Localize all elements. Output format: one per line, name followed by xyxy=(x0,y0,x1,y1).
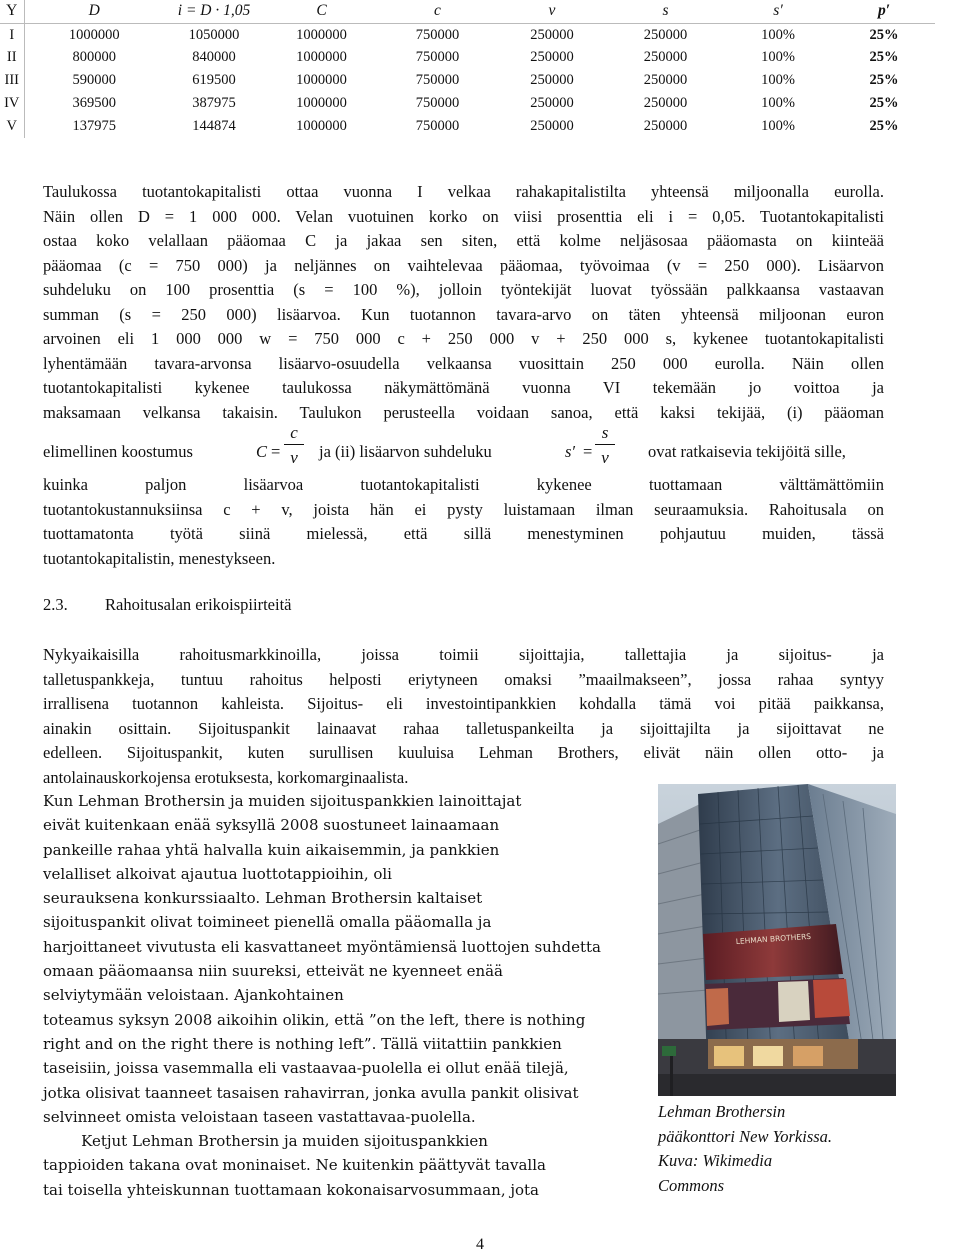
table-cell: 250000 xyxy=(530,72,574,89)
text-line: ainakin osittain. Sijoituspankit lainaavat rahaa talletuspankeilta ja sijoittajilta ja sijoittavat ne xyxy=(43,718,884,738)
text-line: ostaa koko velallaan pääomaa C ja jakaa sen siten, että kolme neljäsosaa pääomasta on kiinteää xyxy=(43,231,884,250)
table-cell: 250000 xyxy=(643,72,688,89)
table-cell: 369500 xyxy=(72,95,116,112)
page-number: 4 xyxy=(476,1236,484,1253)
section-heading xyxy=(43,595,292,615)
formula-text: elimellinen koostumus xyxy=(43,442,193,461)
formula-text: ja (ii) lisäarvon suhdeluku xyxy=(319,442,492,461)
table-cell: 1000000 xyxy=(296,72,347,89)
text-line: Kun Lehman Brothersin ja muiden sijoituspankkien lainoittajat xyxy=(43,792,522,810)
table-cell: 100% xyxy=(761,26,795,43)
table-cell: 25% xyxy=(869,49,899,66)
table-cell: 250000 xyxy=(530,117,574,134)
table-header-row xyxy=(0,0,935,23)
formula-s-lhs: s′ xyxy=(565,442,576,461)
text-line: harjoittaneet vivutusta eli kasvattaneet myöntämiensä luottojen suhdetta xyxy=(43,937,601,956)
table-cell: 1000000 xyxy=(296,26,347,43)
table-cell: 1000000 xyxy=(296,95,347,112)
table-cell: 590000 xyxy=(72,72,116,89)
table-cell: 250000 xyxy=(643,26,688,43)
text-line: omaan pääomaansa niin suureksi, etteivät ne kyenneet enää xyxy=(43,962,503,981)
table-cell: 25% xyxy=(869,72,899,89)
table-header-cell: C xyxy=(264,0,379,23)
text-line: tuotantokapitalisti kykenee taulukossa näkymättömänä vuonna VI tekemään jo voittoa ja xyxy=(43,378,884,397)
table-cell: 840000 xyxy=(192,49,236,66)
table-cell: 250000 xyxy=(530,26,574,43)
text-line: Kuva: Wikimedia xyxy=(658,1151,773,1170)
table-cell: 619500 xyxy=(192,72,236,89)
table-row xyxy=(0,115,935,138)
section-title: Rahoitusalan erikoispiirteitä xyxy=(105,595,292,614)
building-illustration xyxy=(658,784,896,1096)
text-line: maksamaan velkansa takaisin. Taulukon perusteella voidaan sanoa, että kaksi tekijää, (i) pääoman xyxy=(43,402,884,422)
table-cell: 387975 xyxy=(192,95,236,112)
table-cell: 1050000 xyxy=(188,26,240,43)
table-cell: 250000 xyxy=(643,95,688,112)
text-line: sijoituspankit olivat toimineet pienellä omalla pääomalla ja xyxy=(43,913,492,932)
table-cell: 25% xyxy=(869,95,899,112)
text-line: kuinka paljon lisäarvoa tuotantokapitalisti kykenee tuottamaan välttämättömiin xyxy=(43,475,884,494)
text-line: irrallisena tuotannon kahleista. Sijoitus- eli investointipankkien kohdalla tämä voi pitää paikkansa, xyxy=(43,694,884,713)
building-sign-text: LEHMAN BROTHERS xyxy=(735,931,812,946)
text-line: suhdeluku on 100 prosenttia (s = 100 %), jolloin työntekijät luovat työssään palkkaansa vastaavan xyxy=(43,280,884,299)
wrapped-paragraph xyxy=(43,789,647,1202)
table-cell: 144874 xyxy=(192,117,236,134)
table-cell: 100% xyxy=(761,95,795,112)
text-line: tappioiden takana ovat moninaiset. Ne kuitenkin päättyvät tavalla xyxy=(43,1156,546,1175)
text-line: taseisiin, joissa vasemmalla eli vastaavaa-puolella ei ollut enää tilejä, xyxy=(43,1059,569,1078)
table-cell: 25% xyxy=(869,26,899,43)
section-number: 2.3. xyxy=(43,595,68,614)
text-line: velalliset alkoivat ajautua luottotappioihin, oli xyxy=(43,864,392,883)
text-line: lyhentämään tavara-arvonsa lisäarvo-osuudella velkaansa vuosittain 250 000 eurolla. Näin ollen xyxy=(43,353,884,373)
formula-c-lhs: C xyxy=(256,442,268,461)
table-cell: 1000000 xyxy=(296,49,347,66)
fraction-denominator: v xyxy=(601,448,609,467)
fraction-c-over-v xyxy=(284,423,304,468)
table-cell: V xyxy=(0,115,24,138)
table-row xyxy=(0,23,935,46)
text-line: tuotantokapitalistin, menestykseen. xyxy=(43,548,276,568)
table-header-cell: p′ xyxy=(833,0,935,23)
table-cell: 250000 xyxy=(643,117,688,134)
fraction-numerator: c xyxy=(284,423,304,445)
table-cell: IV xyxy=(0,92,24,115)
table-header-cell: s xyxy=(608,0,723,23)
table-cell: 100% xyxy=(761,72,795,89)
table-cell: 750000 xyxy=(415,117,460,134)
text-line: Lehman Brothersin xyxy=(658,1102,786,1121)
table-cell: 100% xyxy=(761,117,795,134)
text-line: toteamus syksyn 2008 aikoihin olikin, että ”on the left, there is nothing xyxy=(43,1010,586,1029)
text-line: jotka olisivat taanneet tasaisen rahavirran, jonka avulla pankit olisivat xyxy=(43,1083,579,1102)
table-row xyxy=(0,92,935,115)
fraction-s-over-v xyxy=(595,423,615,468)
table-cell: 250000 xyxy=(530,49,574,66)
formula-equals: = xyxy=(271,442,281,461)
body-paragraph xyxy=(43,473,884,571)
lehman-building-photo xyxy=(658,784,896,1096)
text-line: selviytymään veloistaan. Ajankohtainen xyxy=(43,986,344,1005)
text-line: tai toisella yhteiskunnan tuottamaan kokonaisarvosummaan, jota xyxy=(43,1180,540,1199)
text-line: pääomaa (c = 750 000) ja neljännes on vaihtelevaa pääomaa, työvoimaa (v = 250 000). Lisäarvon xyxy=(43,255,884,275)
table-header-cell: c xyxy=(379,0,496,23)
fraction-denominator: v xyxy=(290,448,298,467)
table-header-cell: s′ xyxy=(723,0,833,23)
table-cell: 100% xyxy=(761,49,795,66)
table-header-cell: D xyxy=(24,0,164,23)
text-line: tuotantokustannuksiinsa c + v, joista hän ei pysty luistamaan ilman seuraamuksia. Rahoitusala on xyxy=(43,499,884,519)
table-cell: 250000 xyxy=(530,95,574,112)
text-line: selvinneet omista veloistaan taseen vastattavaa-puolella. xyxy=(43,1107,476,1126)
table-cell: III xyxy=(0,69,24,92)
text-line: summan (s = 250 000) lisäarvoa. Kun tuotannon tavara-arvo on täten yhteensä miljoonan euron xyxy=(43,304,884,324)
text-line: right and on the right there is nothing left”. Tällä viitattiin pankkien xyxy=(43,1034,562,1053)
table-cell: 750000 xyxy=(415,72,460,89)
table-cell: 1000000 xyxy=(296,117,347,134)
table-cell: 1000000 xyxy=(68,26,120,43)
text-line: pääkonttori New Yorkissa. xyxy=(658,1126,833,1146)
formula-equals: = xyxy=(583,442,593,461)
text-line: eivät kuitenkaan enää syksyllä 2008 suostuneet lainaamaan xyxy=(43,816,500,835)
text-line: seurauksena konkurssiaalto. Lehman Brothersin kaltaiset xyxy=(43,889,483,908)
text-line: Taulukossa tuotantokapitalisti ottaa vuonna I velkaa rahakapitalistilta yhteensä miljoonalla eurolla. xyxy=(43,182,884,201)
text-line: Commons xyxy=(658,1175,725,1195)
text-line: talletuspankkeja, tuntuu rahoitus helposti eriytyneen omaksi ”maailmakseen”, jossa rahaa syntyy xyxy=(43,669,884,689)
text-line: Nykyaikaisilla rahoitusmarkkinoilla, joissa toimii sijoittajia, tallettajia ja sijoitus- ja xyxy=(43,645,884,664)
table-row xyxy=(0,69,935,92)
text-line: tuottamatonta työtä siinä mielessä, että sillä menestyminen pohjautuu muiden, tässä xyxy=(43,524,884,543)
table-cell: 800000 xyxy=(72,49,116,66)
formula-text: ovat ratkaisevia tekijöitä sille, xyxy=(648,442,846,461)
fraction-numerator: s xyxy=(595,423,615,445)
text-line: antolainauskorkojensa erotuksesta, korkomarginaalista. xyxy=(43,767,409,787)
table-cell: 750000 xyxy=(415,26,460,43)
text-line: pankeille rahaa yhtä halvalla kuin aikaisemmin, ja pankkien xyxy=(43,840,500,859)
text-line: Näin ollen D = 1 000 000. Velan vuotuinen korko on viisi prosenttia eli i = 0,05. Tuotantokapitalisti xyxy=(43,206,884,226)
table-header-cell: Y xyxy=(0,0,24,23)
photo-caption xyxy=(658,1100,898,1198)
table-cell: II xyxy=(0,47,24,70)
text-line: Ketjut Lehman Brothersin ja muiden sijoituspankkien xyxy=(43,1132,488,1151)
table-row xyxy=(0,47,935,70)
text-line: edelleen. Sijoituspankit, kuten surullisen kuuluisa Lehman Brothers, elivät näin ollen otto- ja xyxy=(43,743,884,762)
table-cell: 750000 xyxy=(415,95,460,112)
table-cell: 250000 xyxy=(643,49,688,66)
body-paragraph xyxy=(43,643,884,790)
text-line: arvoinen eli 1 000 000 w = 750 000 c + 250 000 v + 250 000 s, kykenee tuotantokapitalisti xyxy=(43,329,884,348)
table-cell: 137975 xyxy=(72,117,116,134)
table-cell: 25% xyxy=(869,117,899,134)
body-paragraph xyxy=(43,180,884,425)
table-cell: 750000 xyxy=(415,49,460,66)
table-header-cell: i = D · 1,05 xyxy=(164,0,264,23)
table-header-cell: v xyxy=(496,0,608,23)
table-cell: I xyxy=(0,23,24,46)
table-body xyxy=(0,23,935,137)
value-table xyxy=(0,0,935,138)
